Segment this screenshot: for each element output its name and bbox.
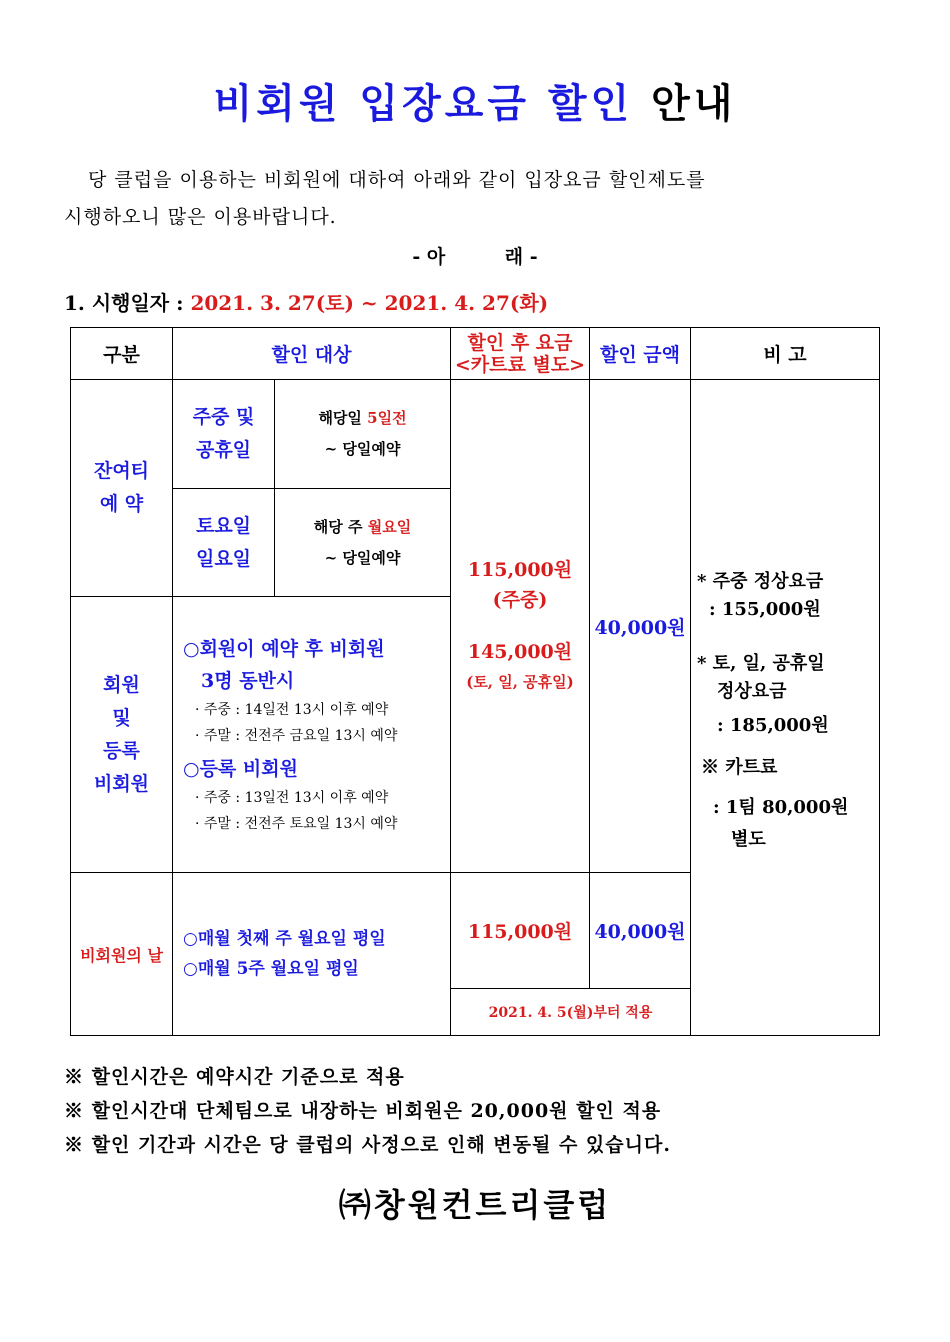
weekend-price-label: (토, 일, 공휴일) xyxy=(466,673,574,691)
price-cell xyxy=(451,380,590,873)
discount-amount: 40,000원 xyxy=(590,380,691,873)
member-item-2-sub-1: · 주중 : 13일전 13시 이후 예약 xyxy=(195,789,389,806)
member-item-2: ○등록 비회원 xyxy=(183,757,298,780)
remark-4: 정상요금 xyxy=(717,681,787,702)
reservation-label-1: 잔여티 xyxy=(93,460,150,482)
header-discount: 할인 금액 xyxy=(590,328,691,380)
remark-3: * 토, 일, 공휴일 xyxy=(697,653,825,674)
member-label-4: 비회원 xyxy=(93,772,150,795)
member-label-1: 회원 xyxy=(103,673,140,696)
period-label: 1. 시행일자 : xyxy=(64,291,191,315)
weekend-rule-highlight: 월요일 xyxy=(367,517,412,536)
weekend-label-2: 일요일 xyxy=(195,547,252,570)
remark-5: : 185,000원 xyxy=(717,715,829,736)
company-name: ㈜창원컨트리클럽 xyxy=(338,1186,612,1224)
weekday-rule xyxy=(275,380,451,489)
weekday-price-label: (주중) xyxy=(492,589,548,611)
nonmember-day-item-2: ○매월 5주 월요일 평일 xyxy=(183,959,359,979)
nonmember-day-category: 비회원의 날 xyxy=(71,873,173,1036)
weekday-price: 115,000원 xyxy=(467,559,573,581)
remarks-cell xyxy=(691,380,880,1036)
remark-1: * 주중 정상요금 xyxy=(697,571,824,592)
member-item-1-sub-1: · 주중 : 14일전 13시 이후 예약 xyxy=(195,701,389,718)
reservation-label-2: 예 약 xyxy=(99,493,144,515)
weekday-label-1: 주중 및 xyxy=(192,406,255,428)
remark-8: 별도 xyxy=(731,829,766,850)
intro-line-2: 시행하오니 많은 이용바랍니다. xyxy=(64,206,337,228)
member-label-2: 및 xyxy=(112,706,131,729)
member-conditions xyxy=(173,597,451,873)
header-target: 할인 대상 xyxy=(173,328,451,380)
member-label-3: 등록 xyxy=(103,739,140,762)
title-suffix: 안내 xyxy=(633,80,737,127)
member-item-2-sub-2: · 주말 : 전전주 토요일 13시 예약 xyxy=(195,815,398,832)
reservation-category xyxy=(71,380,173,597)
weekend-rule-line2: ~ 당일예약 xyxy=(324,548,401,567)
remark-2: : 155,000원 xyxy=(709,599,821,620)
table-row xyxy=(71,380,880,489)
nonmember-day-price: 115,000원 xyxy=(451,873,590,989)
discount-table xyxy=(70,327,880,1036)
nonmember-day-effective: 2021. 4. 5(월)부터 적용 xyxy=(451,989,691,1036)
footer-note: ※ 할인시간대 단체팀으로 내장하는 비회원은 20,000원 할인 적용 xyxy=(64,1100,662,1122)
nonmember-day-conditions xyxy=(173,873,451,1036)
weekend-rule xyxy=(275,489,451,597)
period-value: 2021. 3. 27(토) ~ 2021. 4. 27(화) xyxy=(190,291,549,315)
weekend-label xyxy=(173,489,275,597)
nonmember-day-discount: 40,000원 xyxy=(590,873,691,989)
effective-period xyxy=(64,287,548,316)
section-marker: - 아 래 - xyxy=(412,246,538,268)
footer-notes xyxy=(64,1060,671,1162)
weekday-rule-highlight: 5일전 xyxy=(367,409,407,427)
table-header-row xyxy=(71,328,880,380)
weekday-rule-line2: ~ 당일예약 xyxy=(324,440,401,458)
member-item-1-sub-2: · 주말 : 전전주 금요일 13시 예약 xyxy=(195,727,398,744)
weekend-label-1: 토요일 xyxy=(195,514,252,537)
weekend-price: 145,000원 xyxy=(467,641,573,663)
weekday-rule-prefix: 해당일 xyxy=(318,409,368,427)
remark-7: : 1팀 80,000원 xyxy=(713,797,849,818)
header-category: 구분 xyxy=(71,328,173,380)
page-title xyxy=(0,72,950,129)
intro-paragraph xyxy=(64,162,894,236)
header-price xyxy=(451,328,590,380)
nonmember-day-item-1: ○매월 첫째 주 월요일 평일 xyxy=(183,929,386,949)
title-highlight: 비회원 입장요금 할인 xyxy=(213,80,634,127)
footer-note: ※ 할인시간은 예약시간 기준으로 적용 xyxy=(64,1066,405,1088)
remark-6: ※ 카트료 xyxy=(701,757,778,778)
header-remarks: 비 고 xyxy=(691,328,880,380)
intro-line-1: 당 클럽을 이용하는 비회원에 대하여 아래와 같이 입장요금 할인제도를 xyxy=(88,169,706,191)
header-price-line1: 할인 후 요금 xyxy=(467,331,573,354)
member-category xyxy=(71,597,173,873)
weekend-rule-prefix: 해당 주 xyxy=(313,517,368,536)
member-item-1: ○회원이 예약 후 비회원 xyxy=(183,637,385,660)
weekday-label-2: 공휴일 xyxy=(195,439,252,461)
member-item-1-cont: 3명 동반시 xyxy=(201,669,295,692)
header-price-line2: <카트료 별도> xyxy=(454,353,586,376)
weekday-holiday-label xyxy=(173,380,275,489)
footer-note: ※ 할인 기간과 시간은 당 클럽의 사정으로 인해 변동될 수 있습니다. xyxy=(64,1134,671,1156)
